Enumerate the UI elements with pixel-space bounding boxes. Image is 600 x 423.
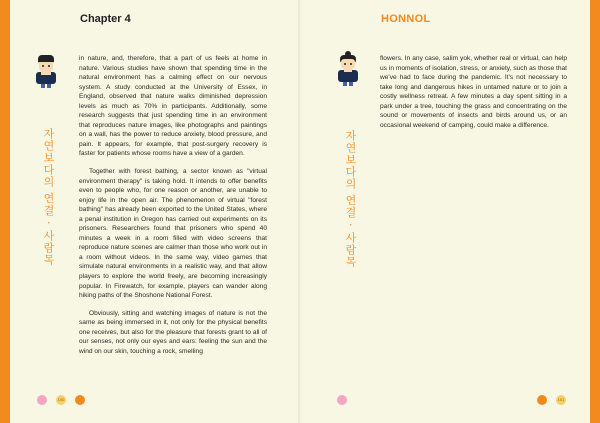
paragraph: flowers. In any case, salim yok, whether real or virtual, can help us in moments of isolation, stress, or anxiety, such as those that we've had to face during the pandemic. It's not necessary to take long and dangerous hikes in untamed nature or to join a costly wellness retreat. A few minutes a day spent sitting in a park under a tree, touching the grass and concentrating on the sound or movements of insects and birds around us, or an occasional weekend of camping, could make a difference. [380, 55, 567, 129]
pink-dot [37, 395, 47, 405]
paragraph: Together with forest bathing, a sector known as "virtual environment therapy" is taking hold. It intends to offer benefits even to people who, for one reason or another, are unable to enjoy life in the open air. The phenomenon of virtual "forest bathing" has already been exported to the United States, where a penal institution in Oregon has carried out experiments on its prisoners. Researchers found that prisoners who spend 40 minutes a week in a room filled with video screens that reproduce nature scenes are calmer than those who work out in a room without videos. In the same way, video games that simulate natural environments in a realistic way, and that allow players to explore the world freely, are becoming increasingly popular. In Firewatch, for example, players can wander along hiking paths of the Shoshone National Forest. [79, 168, 267, 300]
orange-dot [537, 395, 547, 405]
right-body-text [380, 54, 567, 138]
orange-dot [75, 395, 85, 405]
page-number: 100 [56, 395, 66, 405]
book-title-header: HONNOL [381, 13, 431, 25]
left-footer-dots [37, 394, 85, 406]
page-number: 101 [556, 395, 566, 405]
sidebar-korean-label: 자연보다의 연결 · 사람목 [344, 130, 357, 268]
book-gutter [298, 0, 302, 423]
right-footer-dots-left [337, 394, 347, 406]
mascot-boy-icon [35, 55, 57, 89]
paragraph: in nature, and, therefore, that a part of us feels at home in nature. Various studies have shown that spending time in the natural environment has a calming effect on our nervous system. A study conducted at the University of Essex, in England, observed that nature walks diminished depression levels as much as 70% in participants. Additionally, some research suggests that just spending time in an environment that reproduces nature images, like photographs and paintings on a wall, has the power to reduce anxiety, blood pressure, and pain. It appears, for example, that post-surgery recovery is faster for patients whose rooms have a view of a garden. [79, 55, 267, 158]
chapter-header: Chapter 4 [80, 13, 131, 25]
mascot-girl-icon [337, 51, 359, 85]
left-body-text [79, 54, 267, 364]
left-page-edge [0, 0, 10, 423]
paragraph: Obviously, sitting and watching images of nature is not the same as being immersed in it, not only for the physical benefits one receives, but also for the pleasure that forests grant to all of our senses, not only our eyes and ears: feeling the sun and the wind on our skin, touching a rock, smelling [79, 309, 267, 355]
right-page-edge [590, 0, 600, 423]
right-footer-dots [537, 394, 566, 406]
sidebar-korean-label: 자연보다의 연결 · 사람목 [42, 128, 55, 266]
pink-dot [337, 395, 347, 405]
